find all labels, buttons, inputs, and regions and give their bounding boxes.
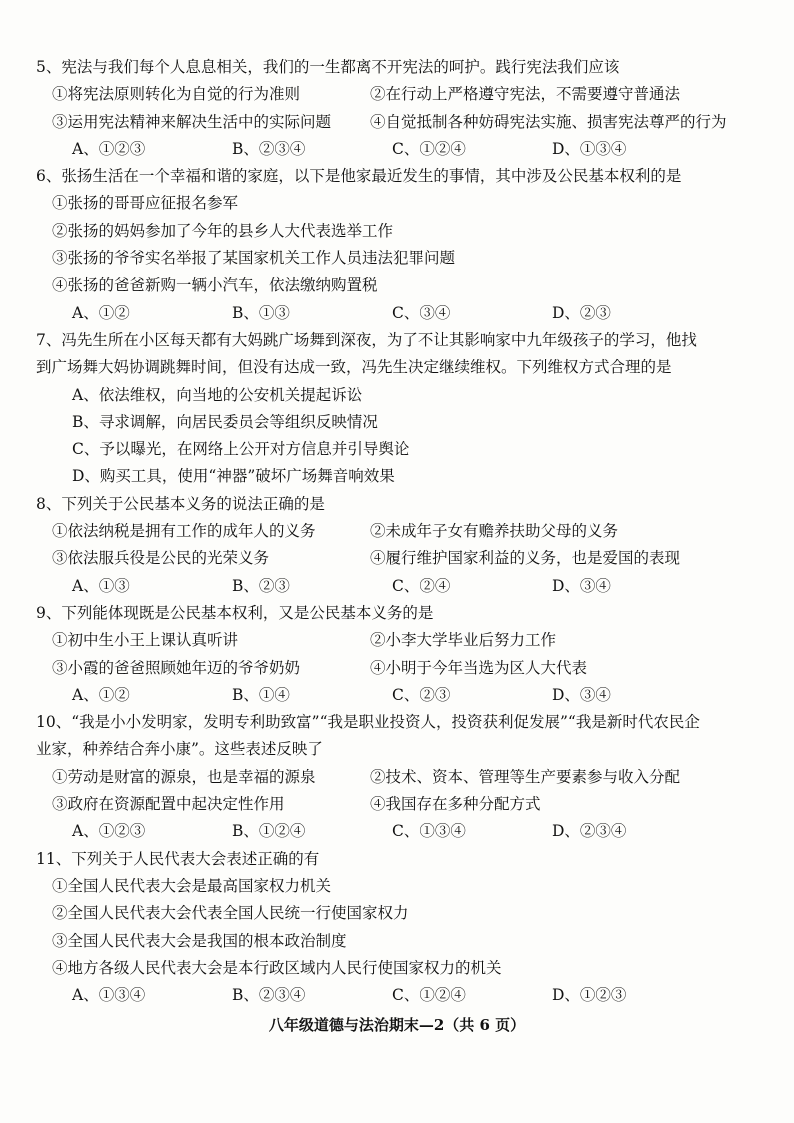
answer-option: A、①②③ — [72, 139, 146, 158]
statement-item: ②未成年子女有赡养扶助父母的义务 — [370, 522, 619, 541]
answer-option: D、②③ — [552, 303, 611, 322]
question-stem: 11、下列关于人民代表大会表述正确的有 — [36, 849, 320, 868]
statement-row — [36, 545, 758, 572]
question-stem: 业家，种养结合奔小康”。这些表述反映了 — [36, 740, 323, 759]
question-block — [36, 163, 758, 327]
statement-item: ④履行维护国家利益的义务，也是爱国的表现 — [370, 549, 681, 568]
question-stem: 6、张扬生活在一个幸福和谐的家庭，以下是他家最近发生的事情，其中涉及公民基本权利的是 — [36, 167, 682, 186]
statement-item: ④地方各级人民代表大会是本行政区域内人民行使国家权力的机关 — [52, 958, 502, 977]
statement-item: ④自觉抵制各种妨碍宪法实施、损害宪法尊严的行为 — [370, 112, 727, 131]
option-row — [36, 818, 758, 845]
answer-option: B、②③④ — [232, 986, 306, 1005]
question-block — [36, 491, 758, 600]
statement-row — [36, 518, 758, 545]
statement-item: ①依法纳税是拥有工作的成年人的义务 — [52, 522, 316, 541]
statement-row — [36, 81, 758, 108]
question-stem: 5、宪法与我们每个人息息相关，我们的一生都离不开宪法的呵护。践行宪法我们应该 — [36, 58, 620, 76]
statement-item: ②张扬的妈妈参加了今年的县乡人大代表选举工作 — [52, 221, 394, 240]
question-block — [36, 846, 758, 1010]
answer-option: D、①②③ — [552, 986, 627, 1005]
statement-item: ④小明于今年当选为区人大代表 — [370, 658, 588, 677]
answer-option: D、①③④ — [552, 139, 627, 158]
answer-option: A、①③ — [72, 576, 130, 595]
question-block — [36, 709, 758, 845]
option-row — [36, 300, 758, 327]
statement-row — [36, 109, 758, 136]
statement-item: ③运用宪法精神来解决生活中的实际问题 — [52, 112, 332, 131]
statement-row — [36, 791, 758, 818]
answer-option: D、③④ — [552, 685, 611, 704]
question-block — [36, 54, 758, 163]
answer-option: A、①② — [72, 685, 130, 704]
statement-item: ④张扬的爸爸新购一辆小汽车，依法缴纳购置税 — [52, 276, 378, 295]
page-footer: 八年级道德与法治期末—2（共 6 页） — [268, 1016, 526, 1034]
answer-option: C、①③④ — [392, 822, 466, 841]
statement-row — [36, 627, 758, 654]
answer-option: A、依法维权，向当地的公安机关提起诉讼 — [72, 385, 363, 404]
statement-row — [36, 655, 758, 682]
answer-option: C、③④ — [392, 303, 451, 322]
statement-item: ③政府在资源配置中起决定性作用 — [52, 795, 285, 814]
question-block — [36, 600, 758, 709]
answer-option: D、③④ — [552, 576, 611, 595]
statement-item: ③张扬的爷爷实名举报了某国家机关工作人员违法犯罪问题 — [52, 249, 456, 268]
statement-item: ②技术、资本、管理等生产要素参与收入分配 — [370, 767, 681, 786]
question-stem: 10、“我是小小发明家，发明专利助致富”“我是职业投资人，投资获利促发展”“我是新时代农民企 — [36, 713, 700, 732]
question-stem: 到广场舞大妈协调跳舞时间，但没有达成一致，冯先生决定继续维权。下列维权方式合理的是 — [36, 358, 672, 377]
answer-option: A、①② — [72, 303, 130, 322]
answer-option: A、①②③ — [72, 822, 146, 841]
statement-item: ①张扬的哥哥应征报名参军 — [52, 194, 239, 213]
answer-option: B、②③ — [232, 576, 290, 595]
option-row — [36, 573, 758, 600]
answer-option: C、②④ — [392, 576, 451, 595]
answer-option: B、①③ — [232, 303, 290, 322]
option-row — [36, 682, 758, 709]
statement-item: ②全国人民代表大会代表全国人民统一行使国家权力 — [52, 904, 409, 923]
answer-option: B、①④ — [232, 685, 290, 704]
answer-option: C、②③ — [392, 685, 451, 704]
statement-item: ①劳动是财富的源泉，也是幸福的源泉 — [52, 767, 316, 786]
question-stem: 8、下列关于公民基本义务的说法正确的是 — [36, 494, 325, 513]
statement-item: ①全国人民代表大会是最高国家权力机关 — [52, 876, 332, 895]
answer-option: D、购买工具，使用“神器”破坏广场舞音响效果 — [72, 467, 395, 486]
statement-item: ①将宪法原则转化为自觉的行为准则 — [52, 85, 301, 104]
answer-option: A、①③④ — [72, 986, 146, 1005]
answer-option: C、①②④ — [392, 986, 466, 1005]
answer-option: D、②③④ — [552, 822, 627, 841]
statement-item: ②在行动上严格遵守宪法，不需要遵守普通法 — [370, 85, 681, 104]
question-block — [36, 327, 758, 491]
answer-option: B、寻求调解，向居民委员会等组织反映情况 — [72, 412, 378, 431]
statement-item: ③小霞的爸爸照顾她年迈的爷爷奶奶 — [52, 658, 301, 677]
answer-option: C、①②④ — [392, 139, 466, 158]
statement-item: ③全国人民代表大会是我国的根本政治制度 — [52, 931, 347, 950]
statement-item: ②小李大学毕业后努力工作 — [370, 631, 557, 650]
statement-item: ④我国存在多种分配方式 — [370, 795, 541, 814]
statement-row — [36, 764, 758, 791]
option-row — [36, 136, 758, 163]
answer-option: B、①②④ — [232, 822, 306, 841]
statement-item: ①初中生小王上课认真听讲 — [52, 631, 239, 650]
question-list — [36, 54, 758, 1009]
answer-option: B、②③④ — [232, 139, 306, 158]
statement-item: ③依法服兵役是公民的光荣义务 — [52, 549, 270, 568]
question-stem: 9、下列能体现既是公民基本权利，又是公民基本义务的是 — [36, 603, 434, 622]
answer-option: C、予以曝光，在网络上公开对方信息并引导舆论 — [72, 440, 410, 459]
option-row — [36, 982, 758, 1009]
question-stem: 7、冯先生所在小区每天都有大妈跳广场舞到深夜，为了不让其影响家中九年级孩子的学习，他找 — [36, 330, 697, 349]
